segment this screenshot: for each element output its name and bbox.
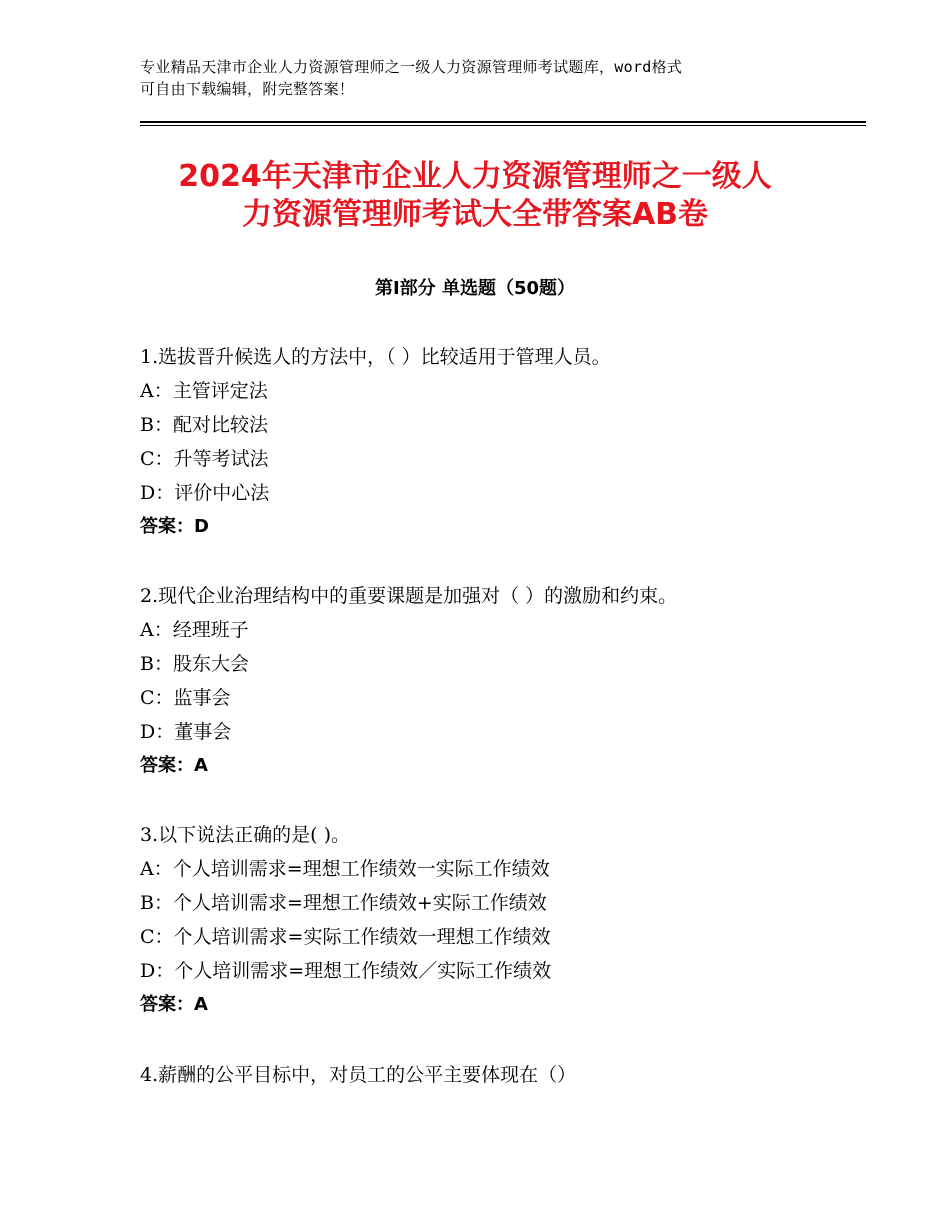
document-title-line-1: 2024年天津市企业人力资源管理师之一级人 xyxy=(178,159,772,194)
option-d: D：评价中心法 xyxy=(140,482,270,504)
header-divider-thin xyxy=(140,125,866,126)
header-divider-thick xyxy=(140,121,866,123)
option-c: C：升等考试法 xyxy=(140,448,269,470)
option-d: D：个人培训需求=理想工作绩效／实际工作绩效 xyxy=(140,960,552,982)
section-title: 第Ⅰ部分 单选题（50题） xyxy=(374,278,575,299)
answer: 答案：A xyxy=(140,755,208,776)
answer: 答案：A xyxy=(140,994,208,1015)
option-c: C：监事会 xyxy=(140,687,231,709)
header-note xyxy=(140,56,820,100)
question-4 xyxy=(140,1058,880,1092)
option-b: B：配对比较法 xyxy=(140,414,268,436)
answer: 答案：D xyxy=(140,516,209,537)
question-stem: 2.现代企业治理结构中的重要课题是加强对（ ）的激励和约束。 xyxy=(140,585,678,607)
option-a: A：经理班子 xyxy=(140,619,249,641)
option-b: B：股东大会 xyxy=(140,653,249,675)
header-note-line-1: 专业精品天津市企业人力资源管理师之一级人力资源管理师考试题库，word格式 xyxy=(140,58,683,76)
question-3 xyxy=(140,818,880,1022)
question-2 xyxy=(140,579,880,783)
option-d: D：董事会 xyxy=(140,721,232,743)
document-title-line-2: 力资源管理师考试大全带答案AB卷 xyxy=(241,197,709,232)
question-stem: 1.选拔晋升候选人的方法中，（ ）比较适用于管理人员。 xyxy=(140,346,611,368)
question-stem: 4.薪酬的公平目标中，对员工的公平主要体现在（） xyxy=(140,1064,577,1086)
option-b: B：个人培训需求=理想工作绩效+实际工作绩效 xyxy=(140,892,547,914)
option-c: C：个人培训需求=实际工作绩效一理想工作绩效 xyxy=(140,926,551,948)
question-1 xyxy=(140,340,880,544)
option-a: A：主管评定法 xyxy=(140,380,268,402)
option-a: A：个人培训需求=理想工作绩效一实际工作绩效 xyxy=(140,858,550,880)
question-stem: 3.以下说法正确的是( )。 xyxy=(140,824,350,846)
document-title xyxy=(100,158,850,234)
header-note-line-2: 可自由下载编辑，附完整答案！ xyxy=(140,80,355,98)
